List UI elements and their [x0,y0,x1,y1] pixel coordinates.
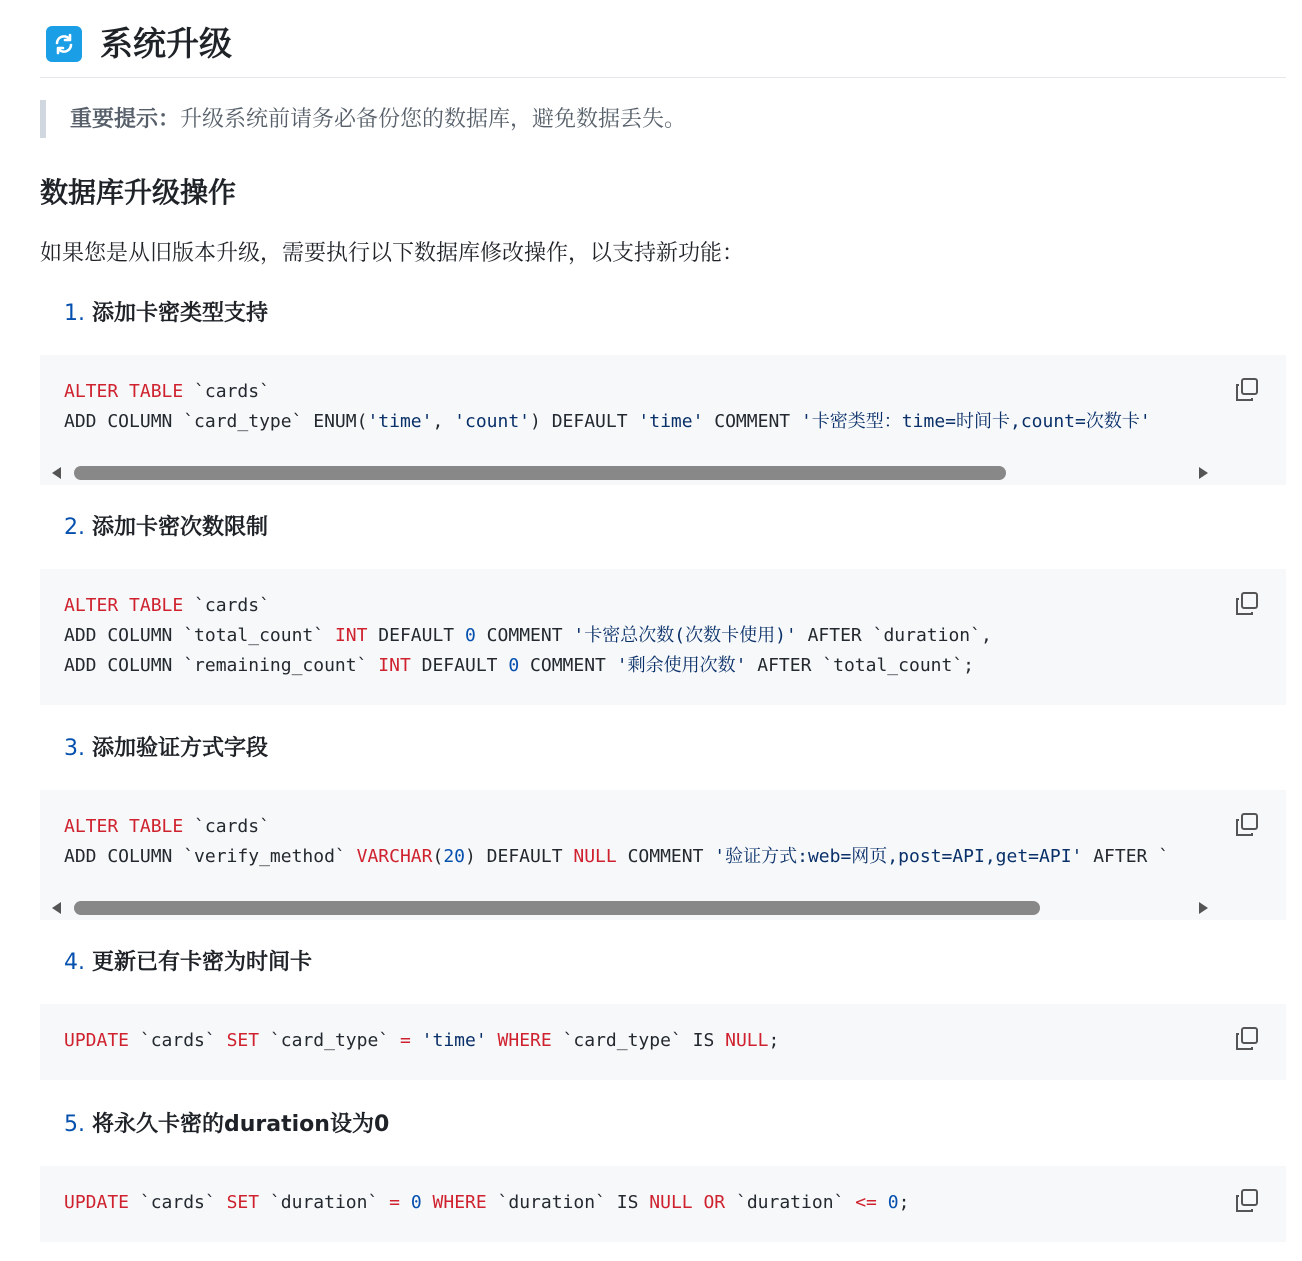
step-title: 添加卡密类型支持 [92,301,269,326]
scrollbar-thumb[interactable] [74,901,1040,915]
step-title: 添加卡密次数限制 [92,515,269,540]
code-token: ) DEFAULT [465,846,574,867]
code-token [422,1192,433,1213]
code-line [64,1188,1204,1218]
code-block-2 [40,569,1286,705]
code-token [400,1192,411,1213]
scroll-left-arrow[interactable] [52,467,61,479]
code-token: NULL [725,1030,769,1051]
step-title: 添加验证方式字段 [92,736,269,761]
code-token: INT [378,655,411,676]
copy-icon[interactable] [1234,377,1260,403]
code-token: = [399,1030,411,1051]
code-token: INT [334,625,368,646]
code-token: `cards` [129,1192,227,1213]
step-3 [64,732,268,766]
page-title: 系统升级 [100,24,232,63]
scroll-right-arrow[interactable] [1199,902,1208,914]
code-token: COMMENT [519,655,617,676]
step-number: 2. [64,515,85,540]
notice-label: 重要提示： [70,107,181,132]
code-token: 0 [410,1192,422,1213]
page [40,0,1286,1213]
code-token: WHERE [432,1192,487,1213]
code-token: ADD COLUMN `card_type` ENUM( [64,411,368,432]
step-5 [64,1108,389,1142]
horizontal-scrollbar[interactable] [50,898,1208,918]
code-token: UPDATE [64,1030,130,1051]
code-token: `duration` [259,1192,390,1213]
code-token: 0 [465,625,476,646]
code-token: 0 [508,655,520,676]
step-4 [64,946,312,980]
code-line [64,1026,1204,1056]
code-token: '剩余使用次数' [616,655,747,676]
code-token: UPDATE [64,1192,130,1213]
code-token: AFTER ` [1082,846,1170,867]
code-token [411,1030,422,1051]
horizontal-scrollbar[interactable] [50,463,1208,483]
code-token: NULL [573,846,617,867]
code-token: AFTER `duration`, [796,625,992,646]
code-line [64,407,1204,437]
code-token: NULL [649,1192,693,1213]
code-token: ( [432,846,444,867]
step-number: 4. [64,950,85,975]
code-token: SET [226,1192,260,1213]
important-notice [40,100,1286,138]
step-title: 将永久卡密的duration设为0 [92,1112,390,1137]
code-content [64,377,1204,437]
code-token: `cards` [183,595,270,616]
code-token: ADD COLUMN `remaining_count` [64,655,379,676]
step-number: 5. [64,1112,85,1137]
code-token: 20 [443,846,465,867]
page-header [40,0,1286,78]
code-block-4 [40,1004,1286,1080]
step-title: 更新已有卡密为时间卡 [92,950,313,975]
notice-text: 升级系统前请务必备份您的数据库，避免数据丢失。 [180,107,687,132]
code-token: VARCHAR [356,846,433,867]
code-token [487,1030,498,1051]
code-token: ; [898,1192,910,1213]
code-token: 'time' [367,411,433,432]
code-line [64,377,1204,407]
refresh-icon [46,26,82,62]
code-token: ADD COLUMN `total_count` [64,625,335,646]
code-token: COMMENT [703,411,801,432]
section-intro: 如果您是从旧版本升级，需要执行以下数据库修改操作，以支持新功能： [40,241,745,266]
code-token: ADD COLUMN `verify_method` [64,846,357,867]
code-token: 'count' [454,411,531,432]
code-content [64,812,1204,872]
code-block-1 [40,355,1286,485]
code-token: OR [703,1192,726,1213]
code-token: ALTER TABLE [64,381,184,402]
code-block-3 [40,790,1286,920]
code-token: DEFAULT [410,655,509,676]
code-line [64,651,1204,681]
step-2 [64,511,268,545]
code-token: COMMENT [475,625,574,646]
code-token: SET [226,1030,260,1051]
copy-icon[interactable] [1234,812,1260,838]
code-content [64,1026,1204,1056]
code-token: DEFAULT [367,625,465,646]
code-token: `duration` [725,1192,856,1213]
code-token [693,1192,704,1213]
code-token: ; [768,1030,780,1051]
code-line [64,812,1204,842]
code-block-5 [40,1166,1286,1242]
code-token: `card_type` IS [551,1030,726,1051]
code-token: 0 [887,1192,899,1213]
code-token: `cards` [129,1030,227,1051]
code-content [64,591,1204,681]
code-token: COMMENT [616,846,715,867]
code-token: `cards` [183,381,270,402]
step-1 [64,297,268,331]
step-number: 1. [64,301,85,326]
section-heading: 数据库升级操作 [40,176,237,209]
code-token: 'time' [638,411,704,432]
code-token: ALTER TABLE [64,816,184,837]
code-token: '卡密总次数(次数卡使用)' [573,625,797,646]
code-content [64,1188,1204,1218]
code-token [877,1192,888,1213]
code-token: , [432,411,455,432]
code-token: ) DEFAULT [530,411,639,432]
code-line [64,621,1204,651]
code-token: `duration` IS [486,1192,650,1213]
code-line [64,842,1204,872]
code-token: AFTER `total_count`; [746,655,974,676]
step-number: 3. [64,736,85,761]
scrollbar-thumb[interactable] [74,466,1006,480]
code-token: `cards` [183,816,270,837]
code-token: `card_type` [259,1030,400,1051]
copy-icon[interactable] [1234,1188,1260,1214]
scroll-right-arrow[interactable] [1199,467,1208,479]
copy-icon[interactable] [1234,1026,1260,1052]
code-token: WHERE [497,1030,552,1051]
scroll-left-arrow[interactable] [52,902,61,914]
code-token: ALTER TABLE [64,595,184,616]
code-token: <= [855,1192,877,1213]
code-token: '卡密类型：time=时间卡,count=次数卡' [800,411,1151,432]
code-token: = [389,1192,400,1213]
code-token: 'time' [421,1030,487,1051]
copy-icon[interactable] [1234,591,1260,617]
code-token: '验证方式:web=网页,post=API,get=API' [714,846,1083,867]
code-line [64,591,1204,621]
